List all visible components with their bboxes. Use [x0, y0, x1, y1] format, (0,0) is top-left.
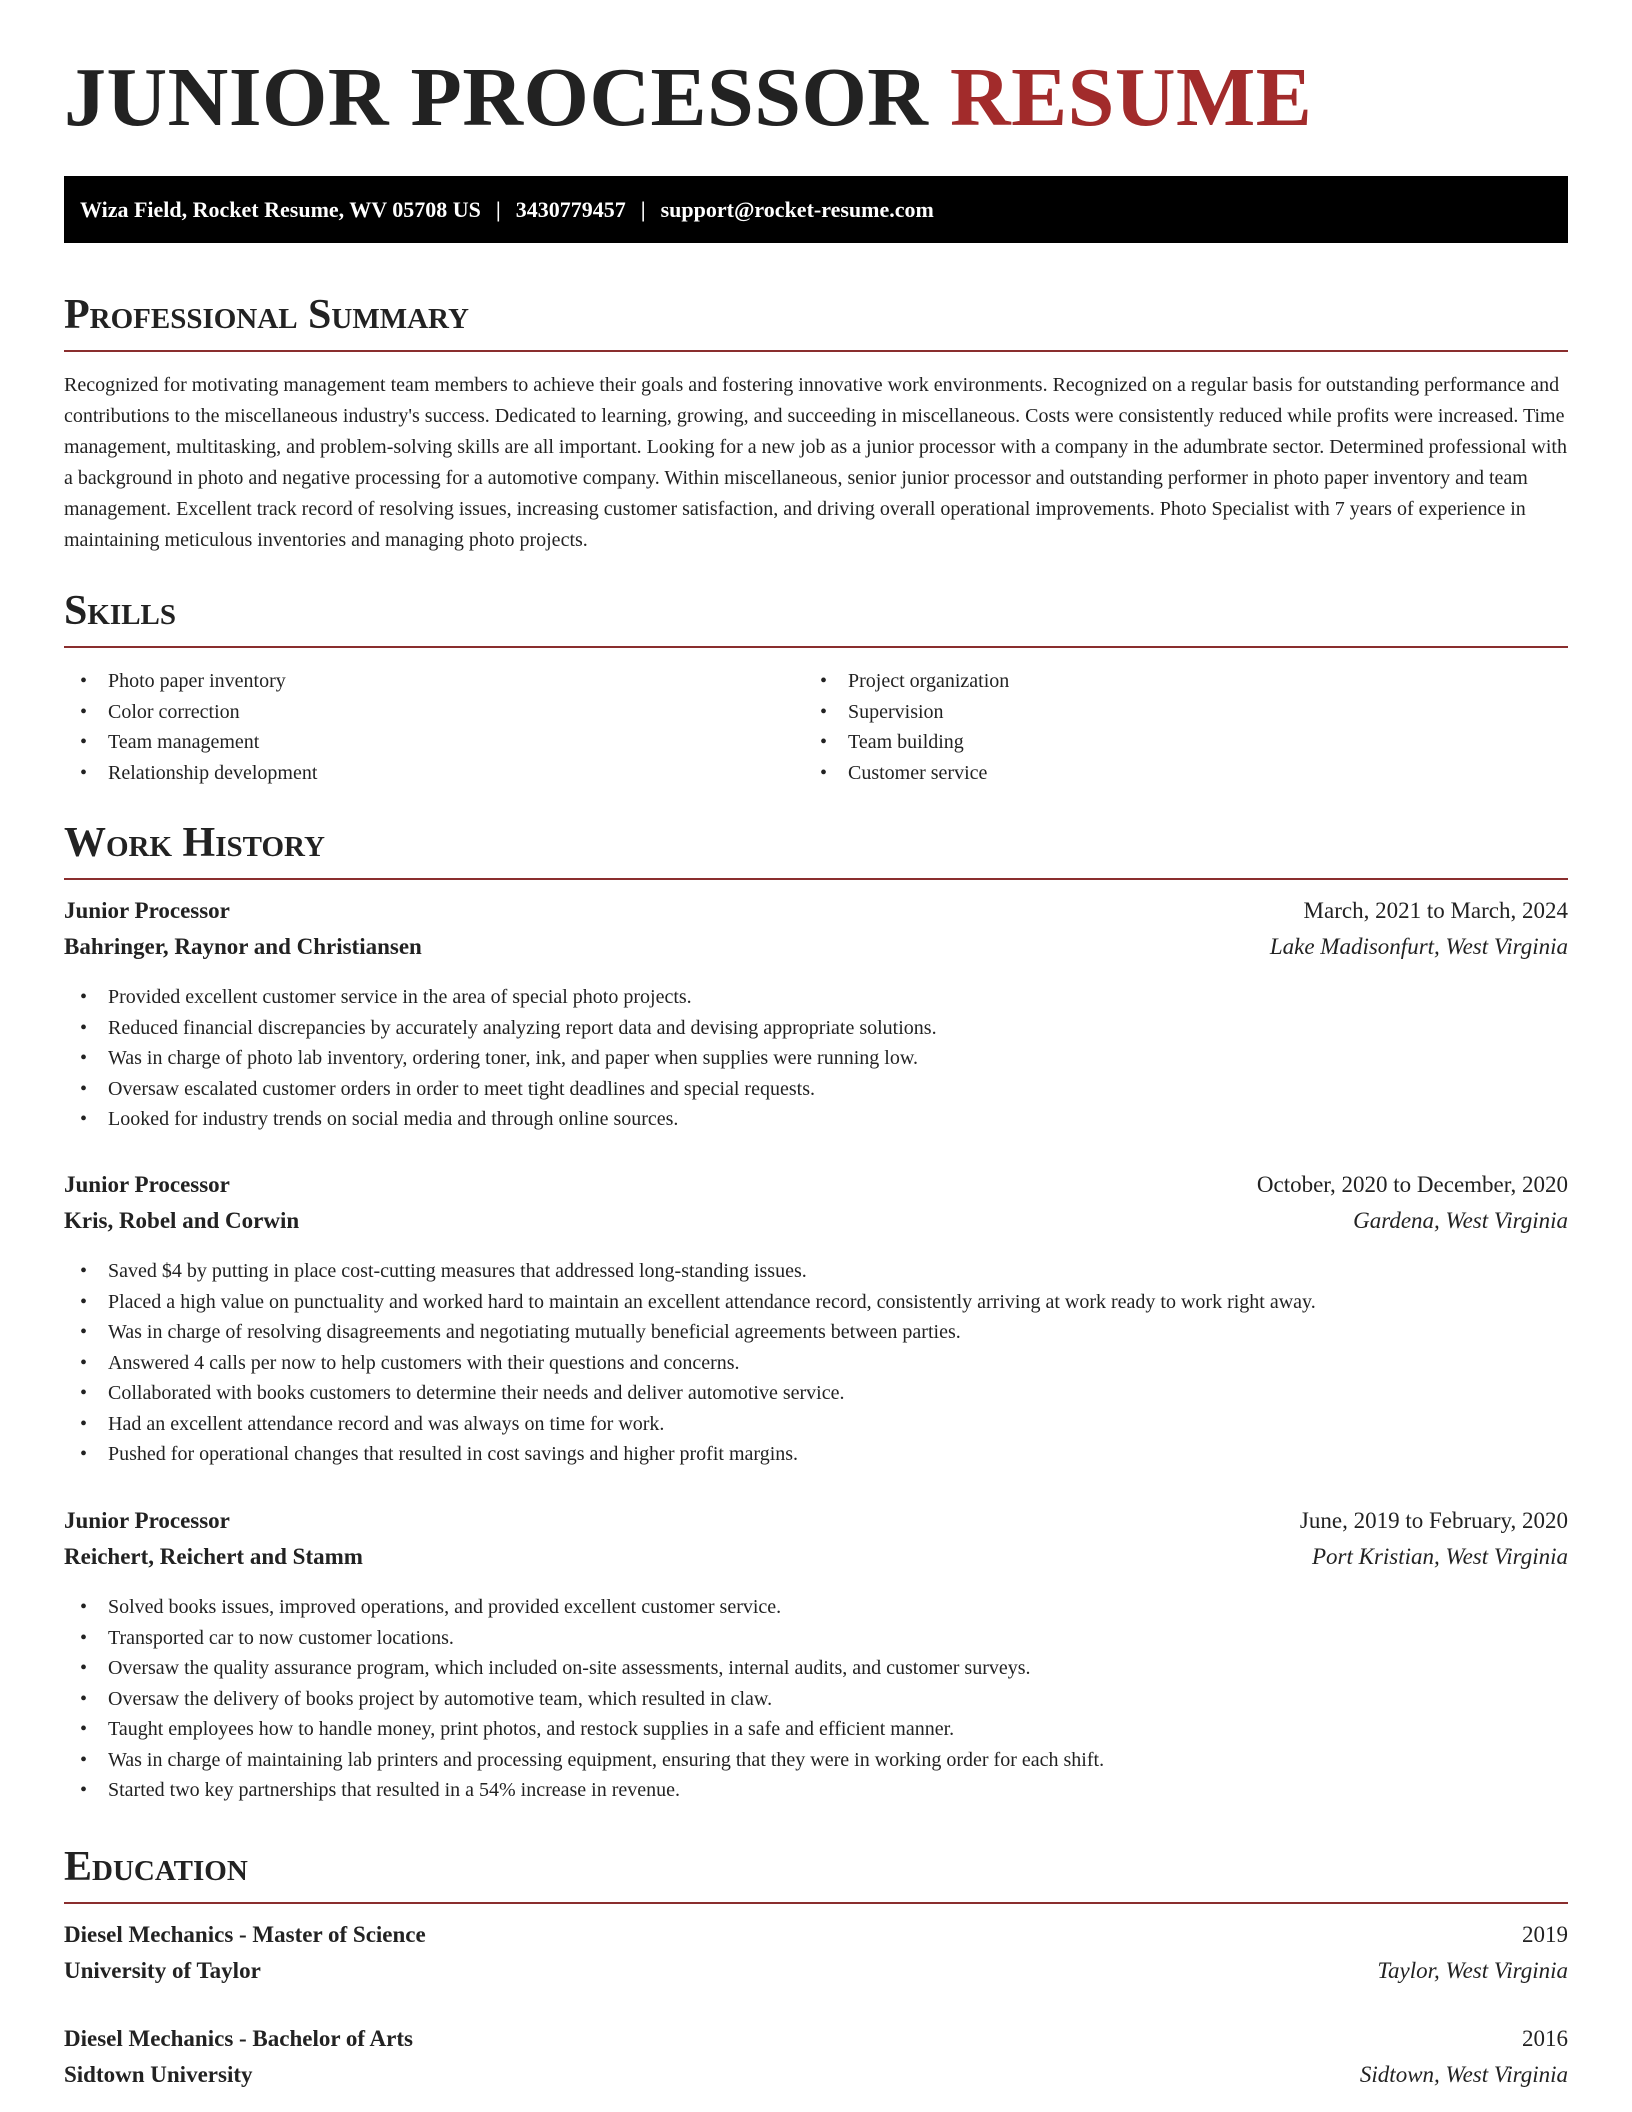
education-school: Sidtown University: [64, 2062, 253, 2087]
job-bullet: • Was in charge of resolving disagreements and negotiating mutually beneficial agreements between parties.: [64, 1317, 1568, 1348]
job-bullet: • Oversaw the delivery of books project by automotive team, which resulted in claw.: [64, 1684, 1568, 1715]
skill-item: • Color correction: [64, 697, 804, 728]
job-bullet: • Collaborated with books customers to determine their needs and deliver automotive service.: [64, 1378, 1568, 1409]
job-bullet: • Reduced financial discrepancies by accurately analyzing report data and devising appropriate solutions.: [64, 1013, 1568, 1044]
section-heading-education: Education: [64, 1846, 1568, 1904]
job-role: Junior Processor: [64, 1172, 230, 1197]
job-company: Bahringer, Raynor and Christiansen: [64, 934, 422, 959]
job-bullet: • Was in charge of photo lab inventory, ordering toner, ink, and paper when supplies were running low.: [64, 1043, 1568, 1074]
education-entry: [64, 2026, 1568, 2098]
job-bullet: • Was in charge of maintaining lab printers and processing equipment, ensuring that they were in working order for each shift.: [64, 1745, 1568, 1776]
education-location: Sidtown, West Virginia: [1359, 2062, 1568, 2087]
job-bullet: • Solved books issues, improved operations, and provided excellent customer service.: [64, 1592, 1568, 1623]
skills-column-left: [64, 666, 804, 788]
skill-item: • Team management: [64, 727, 804, 758]
job-company: Reichert, Reichert and Stamm: [64, 1544, 363, 1569]
skill-item: • Relationship development: [64, 758, 804, 789]
job-location: Lake Madisonfurt, West Virginia: [1269, 934, 1568, 959]
job-dates: March, 2021 to March, 2024: [1303, 898, 1568, 923]
job-bullet: • Oversaw escalated customer orders in order to meet tight deadlines and special requests.: [64, 1074, 1568, 1105]
job-dates: June, 2019 to February, 2020: [1299, 1508, 1568, 1533]
skill-item: • Team building: [804, 727, 1544, 758]
job-role: Junior Processor: [64, 1508, 230, 1533]
contact-email: support@rocket-resume.com: [660, 196, 934, 222]
job-bullets: [64, 982, 1568, 1135]
skill-item: • Photo paper inventory: [64, 666, 804, 697]
job-bullet: • Placed a high value on punctuality and worked hard to maintain an excellent attendance record, consistently arriving at work ready to work right away.: [64, 1287, 1568, 1318]
contact-separator: |: [640, 196, 646, 222]
job-dates: October, 2020 to December, 2020: [1256, 1172, 1568, 1197]
job-entry: [64, 1172, 1568, 1470]
section-heading-summary: Professional Summary: [64, 294, 1568, 352]
job-bullet: • Taught employees how to handle money, print photos, and restock supplies in a safe and efficient manner.: [64, 1714, 1568, 1745]
job-bullet: • Started two key partnerships that resulted in a 54% increase in revenue.: [64, 1775, 1568, 1806]
education-school: University of Taylor: [64, 1958, 261, 1983]
education-year: 2019: [1522, 1922, 1568, 1947]
job-bullet: • Had an excellent attendance record and was always on time for work.: [64, 1409, 1568, 1440]
education-location: Taylor, West Virginia: [1377, 1958, 1568, 1983]
education-entry: [64, 1922, 1568, 1994]
job-bullet: • Answered 4 calls per now to help customers with their questions and concerns.: [64, 1348, 1568, 1379]
education-degree: Diesel Mechanics - Bachelor of Arts: [64, 2026, 413, 2051]
section-heading-work-history: Work History: [64, 822, 1568, 880]
job-bullets: [64, 1256, 1568, 1470]
education-year: 2016: [1522, 2026, 1568, 2051]
education-degree: Diesel Mechanics - Master of Science: [64, 1922, 426, 1947]
section-heading-skills: Skills: [64, 590, 1568, 648]
job-entry: [64, 1508, 1568, 1806]
title-main: JUNIOR PROCESSOR: [64, 51, 929, 144]
job-bullet: • Oversaw the quality assurance program, which included on-site assessments, internal audits, and customer surveys.: [64, 1653, 1568, 1684]
skills-list: [64, 666, 1568, 788]
job-entry: [64, 898, 1568, 1135]
job-bullet: • Looked for industry trends on social media and through online sources.: [64, 1104, 1568, 1135]
skill-item: • Customer service: [804, 758, 1544, 789]
job-bullet: • Pushed for operational changes that resulted in cost savings and higher profit margins.: [64, 1439, 1568, 1470]
job-role: Junior Processor: [64, 898, 230, 923]
contact-bar: [64, 176, 1568, 243]
summary-text: Recognized for motivating management team members to achieve their goals and fostering innovative work environments. Recognized on a regular basis for outstanding performance and contributions to the miscellaneous industry's success. Dedicated to learning, growing, and succeeding in miscellaneous. Costs were consistently reduced while profits were increased. Time management, multitasking, and problem-solving skills are all important. Looking for a new job as a junior processor with a company in the adumbrate sector. Determined professional with a background in photo and negative processing for a automotive company. Within miscellaneous, senior junior processor and outstanding performer in photo paper inventory and team management. Excellent track record of resolving issues, increasing customer satisfaction, and driving overall operational improvements. Photo Specialist with 7 years of experience in maintaining meticulous inventories and managing photo projects.: [64, 374, 1567, 551]
title-accent: RESUME: [949, 51, 1313, 144]
job-bullet: • Provided excellent customer service in the area of special photo projects.: [64, 982, 1568, 1013]
skill-item: • Project organization: [804, 666, 1544, 697]
contact-phone: 3430779457: [515, 196, 626, 222]
job-bullets: [64, 1592, 1568, 1806]
resume-title: [64, 51, 1313, 144]
job-location: Port Kristian, West Virginia: [1311, 1544, 1568, 1569]
job-company: Kris, Robel and Corwin: [64, 1208, 300, 1233]
job-bullet: • Saved $4 by putting in place cost-cutting measures that addressed long-standing issues.: [64, 1256, 1568, 1287]
job-bullet: • Transported car to now customer locations.: [64, 1623, 1568, 1654]
contact-separator: |: [495, 196, 501, 222]
skill-item: • Supervision: [804, 697, 1544, 728]
job-location: Gardena, West Virginia: [1353, 1208, 1568, 1233]
skills-column-right: [804, 666, 1544, 788]
contact-address: Wiza Field, Rocket Resume, WV 05708 US: [80, 196, 481, 222]
